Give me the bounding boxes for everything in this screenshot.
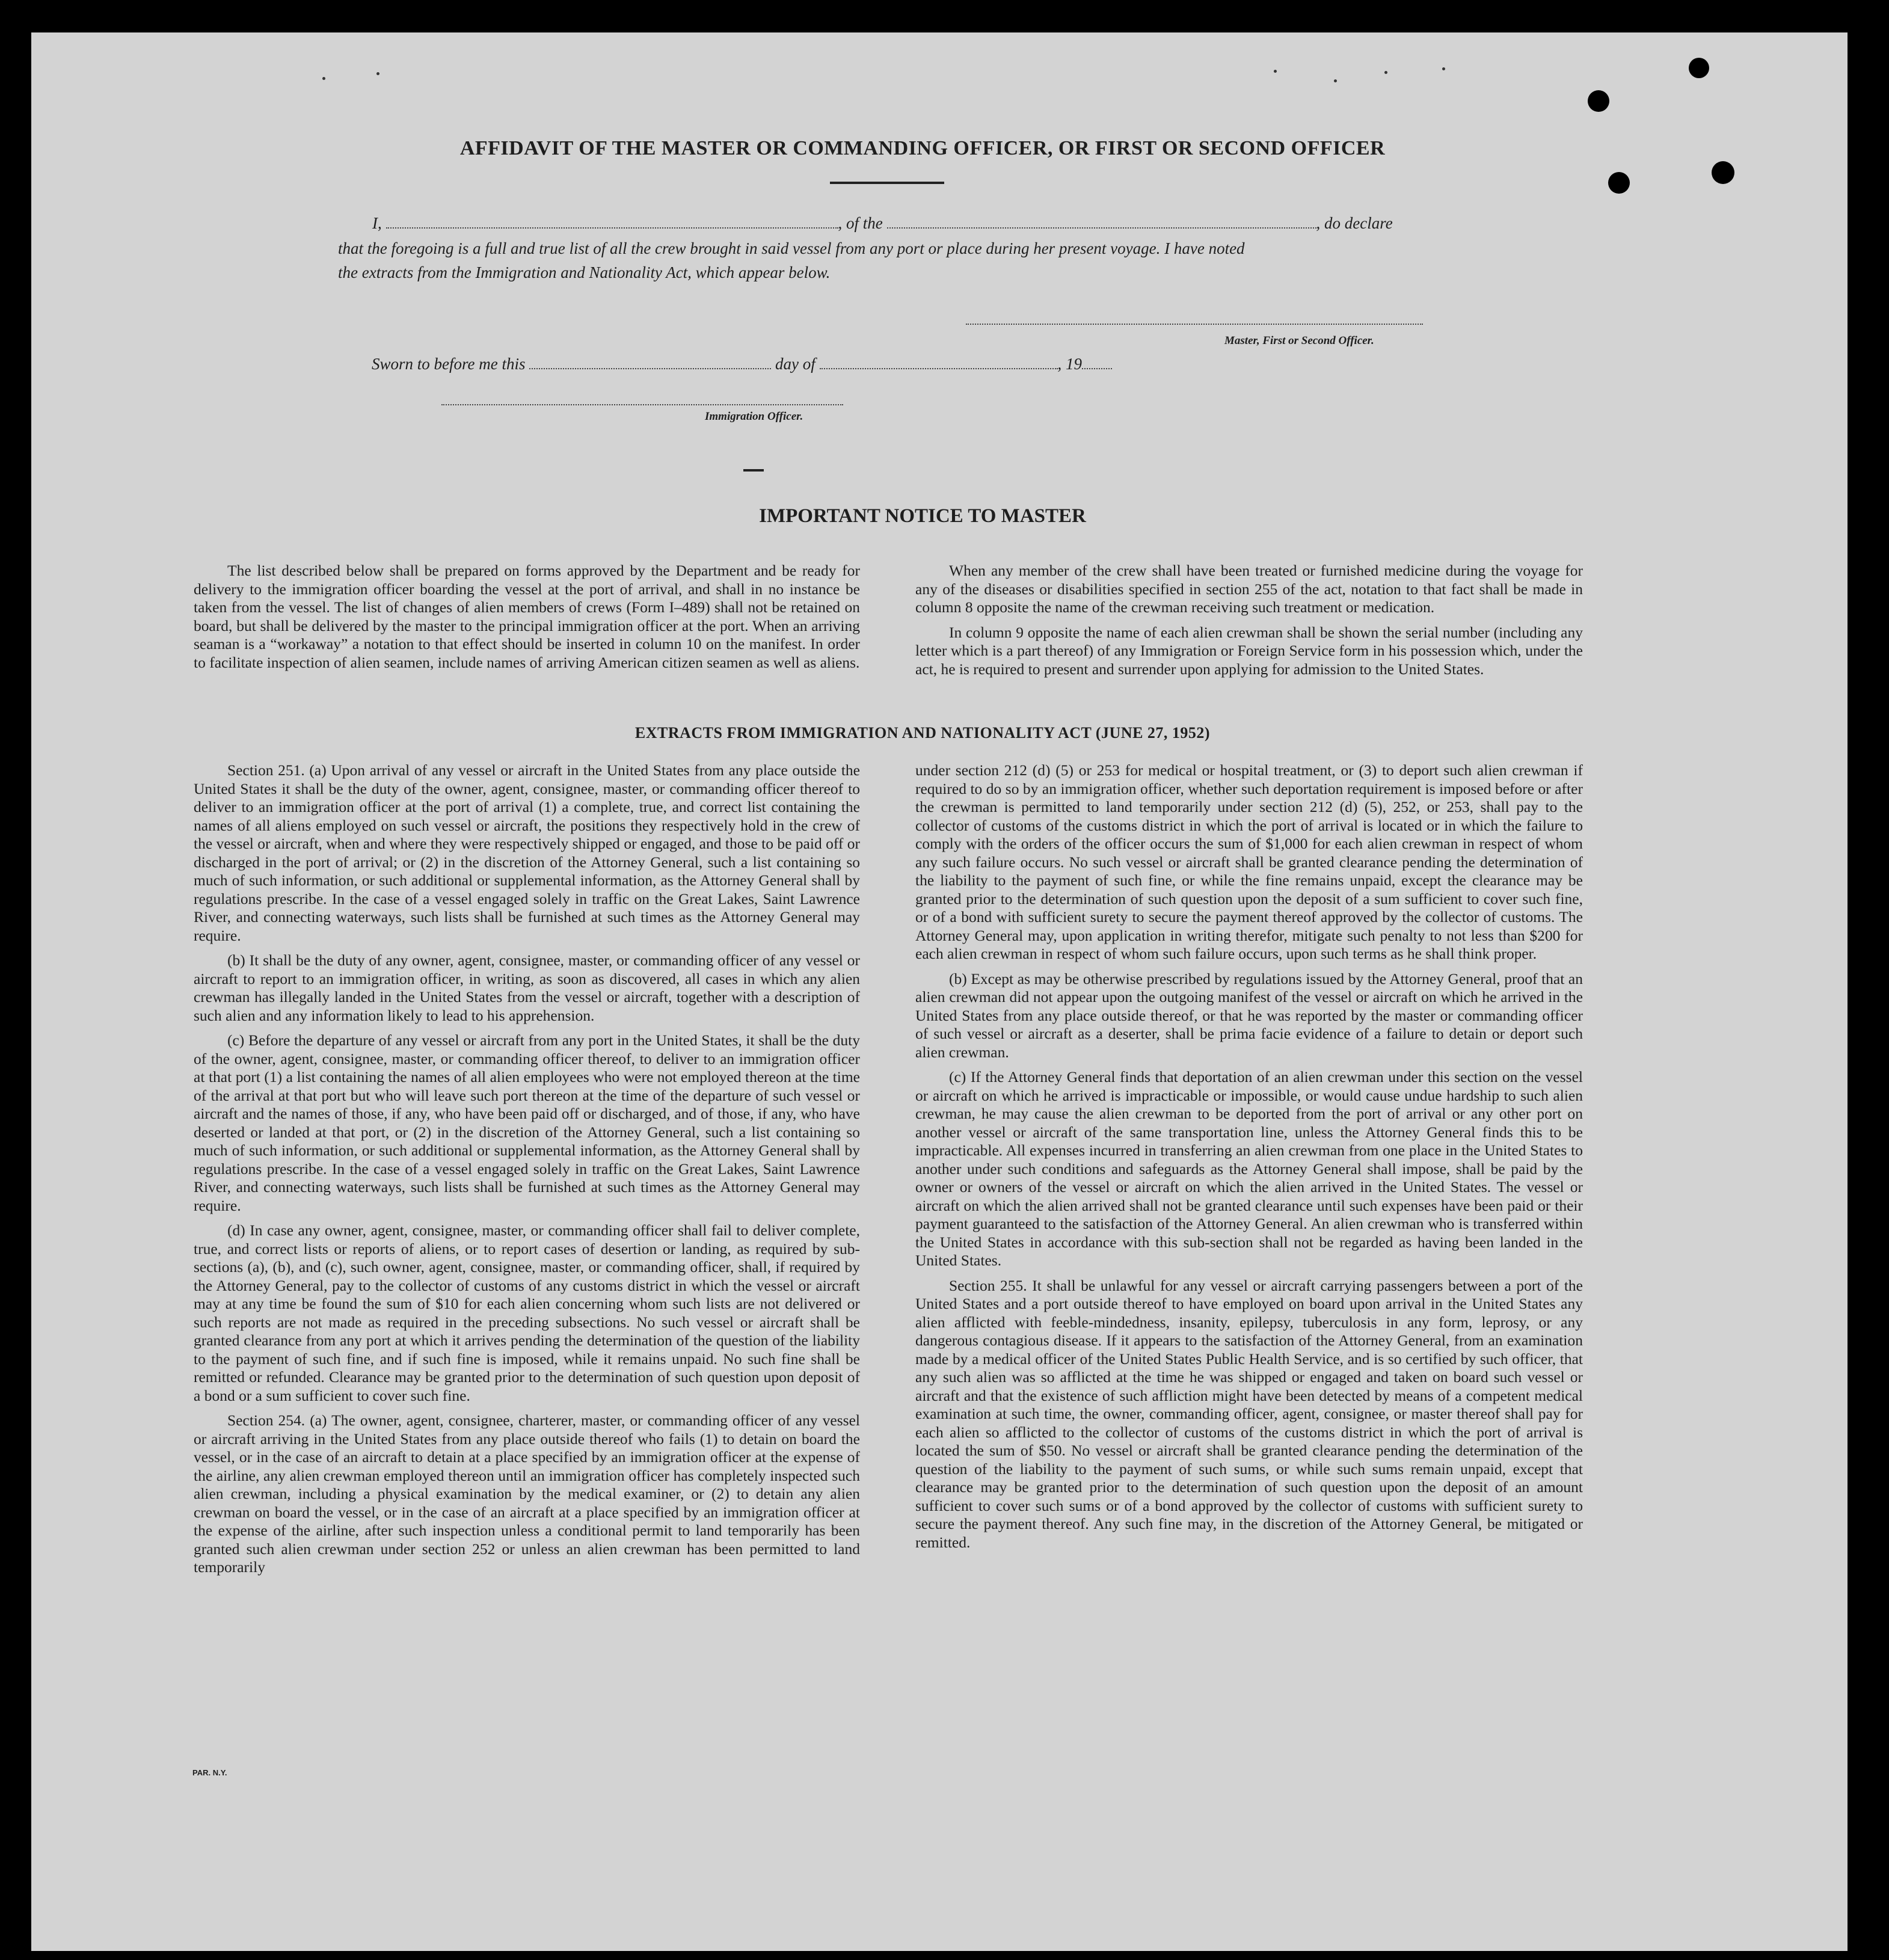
day-of-label: day of bbox=[775, 355, 815, 373]
year-label: , 19 bbox=[1057, 355, 1082, 373]
section-paragraph: under section 212 (d) (5) or 253 for medical or hospital treatment, or (3) to deport such alien crewman if required to do so by an immigration officer, whether such deportation requirement is imposed before or after the crewman is permitted to land temporarily under section 212 (d) (5), 252, or 253, shall pay to the collector of customs of the customs district in which the port of arrival is located or in which the failure to comply with the orders of the officer occurs the sum of $1,000 for each alien crewman in respect of whom any such failure occurs. No such vessel or aircraft shall be granted clearance pending the determination of the liability to the payment of such fine, or while the fine remains unpaid, except the clearance may be granted prior to the determination of such question upon the deposit of a sum sufficient to cover such fine, or of a bond with sufficient surety to secure the payment thereof approved by the collector of customs. The Attorney General may, upon application in writing therefor, mitigate such penalty to not less than $200 for each alien crewman in respect of whom such failure occurs, upon such terms as he shall think proper. bbox=[915, 761, 1583, 962]
notice-right-column bbox=[915, 562, 1583, 685]
master-signature-line[interactable] bbox=[966, 322, 1423, 325]
section-paragraph: Section 251. (a) Upon arrival of any vessel or aircraft in the United States from any place outside the United States it shall be the duty of the owner, agent, consignee, master, or commanding officer thereof to deliver to an immigration officer at the port of arrival (1) a complete, true, and correct list containing the names of all aliens employed on such vessel or aircraft, the positions they respectively hold in the crew of the vessel or aircraft, when and where they were respectively shipped or engaged, and those to be paid off or discharged in the port of arrival; or (2) in the discretion of the Attorney General, such a list containing so much of such information, or such additional or supplemental information, as the Attorney General shall by regulations prescribe. In the case of a vessel engaged solely in traffic on the Great Lakes, Saint Lawrence River, and connecting waterways, such lists shall be furnished at such times as the Attorney General may require. bbox=[194, 761, 860, 944]
divider bbox=[743, 469, 764, 472]
declaration-text: that the foregoing is a full and true list of all the crew brought in said vessel from any port or place during her present voyage. I have noted bbox=[338, 239, 1245, 257]
speck bbox=[376, 72, 379, 75]
section-paragraph: Section 254. (a) The owner, agent, consignee, charterer, master, or commanding officer of any vessel or aircraft arriving in the United States from any place outside thereof who fails (1) to detain on board the vessel, or in the case of an aircraft to detain at a place specified by an immigration officer at the expense of the airline, any alien crewman employed thereon until an immigration officer has completely inspected such alien crewman, including a physical examination by the medical examiner, or (2) to detain any alien crewman on board the vessel, or in the case of an aircraft at a place specified by an immigration officer at the expense of the airline, after such inspection unless a conditional permit to land temporarily has been granted such alien crewman under section 252 or unless an alien crewman has been permitted to land temporarily bbox=[194, 1412, 860, 1576]
document-title: AFFIDAVIT OF THE MASTER OR COMMANDING OFFICER, OR FIRST OR SECOND OFFICER bbox=[459, 137, 1386, 159]
declaration-do-declare: , do declare bbox=[1316, 214, 1393, 232]
declaration-of-the: , of the bbox=[838, 214, 883, 232]
year-field[interactable] bbox=[1082, 356, 1112, 369]
sworn-date-field[interactable] bbox=[529, 356, 771, 369]
punch-hole bbox=[1689, 58, 1709, 78]
section-paragraph: (c) If the Attorney General finds that deportation of an alien crewman under this section on the vessel or aircraft on which he arrived is impracticable or impossible, or would cause undue hardship to such alien crewman, he may cause the alien crewman to be deported from the port of arrival or any other port on another vessel or aircraft of the same transportation line, unless the Attorney General finds this to be impracticable. All expenses incurred in transferring an alien crewman from one place in the United States to another under such conditions and safeguards as the Attorney General shall impose, shall be paid by the owner or owners of the vessel or aircraft on which the alien arrived in the United States. The vessel or aircraft on which the alien arrived shall not be granted clearance until such expenses have been paid or their payment guaranteed to the satisfaction of the Attorney General. An alien crewman who is transferred within the United States in accordance with this sub-section shall not be regarded as having been landed in the United States. bbox=[915, 1068, 1583, 1269]
speck bbox=[1442, 67, 1445, 70]
sworn-label: Sworn to before me this bbox=[372, 355, 526, 373]
declaration-text: the extracts from the Immigration and Nationality Act, which appear below. bbox=[338, 263, 831, 281]
section-paragraph: (b) Except as may be otherwise prescribed by regulations issued by the Attorney General, proof that an alien crewman did not appear upon the outgoing manifest of the vessel or aircraft on which he arrived in the United States from any place outside thereof, or that he was reported by the master or commanding officer of such vessel or aircraft as a deserter, shall be prima facie evidence of a failure to detain or deport such alien crewman. bbox=[915, 969, 1583, 1061]
printer-code: PAR. N.Y. bbox=[192, 1768, 227, 1777]
notice-paragraph: In column 9 opposite the name of each alien crewman shall be shown the serial number (including any letter which is a part thereof) of any Immigration or Foreign Service form in his possession which, under the act, he is required to present and surrender upon applying for admission to the United States. bbox=[915, 623, 1583, 678]
section-paragraph: (b) It shall be the duty of any owner, agent, consignee, master, or commanding officer of any vessel or aircraft to report to an immigration officer, in writing, as soon as discovered, all cases in which any alien crewman has illegally landed in the United States from the vessel or aircraft, together with a description of such alien and any information likely to lead to his apprehension. bbox=[194, 951, 860, 1024]
speck bbox=[1274, 70, 1277, 73]
speck bbox=[1334, 79, 1337, 82]
immigration-caption: Immigration Officer. bbox=[705, 410, 803, 423]
sworn-line bbox=[372, 355, 1112, 373]
extracts-title: EXTRACTS FROM IMMIGRATION AND NATIONALITY ACT (JUNE 27, 1952) bbox=[634, 724, 1211, 742]
notice-paragraph: When any member of the crew shall have been treated or furnished medicine during the voyage for any of the diseases or disabilities specified in section 255 of the act, notation to that fact shall be made in column 8 opposite the name of the crewman receiving such treatment or medication. bbox=[915, 562, 1583, 616]
speck bbox=[322, 77, 325, 80]
officer-signature-line[interactable] bbox=[441, 403, 843, 405]
divider bbox=[830, 182, 944, 184]
declaration-line bbox=[372, 214, 1393, 233]
notice-paragraph: The list described below shall be prepared on forms approved by the Department and be ready for delivery to the immigration officer boarding the vessel at the port of arrival, and shall in no instance be taken from the vessel. The list of changes of alien members of crews (Form I–489) shall not be retained on board, but shall be delivered by the master to the principal immigration officer at the port. When an arriving seaman is a “workaway” a notation to that effect should be inserted in column 10 on the manifest. In order to facilitate inspection of alien seamen, include names of arriving American citizen seamen as well as aliens. bbox=[194, 562, 860, 671]
vessel-field[interactable] bbox=[887, 215, 1316, 229]
punch-hole bbox=[1588, 90, 1609, 112]
speck bbox=[1384, 71, 1387, 74]
notice-title: IMPORTANT NOTICE TO MASTER bbox=[759, 505, 1086, 527]
section-paragraph: Section 255. It shall be unlawful for any vessel or aircraft carrying passengers between a port of the United States and a port outside thereof to have employed on board upon arrival in the United States any alien afflicted with feeble-mindedness, insanity, epilepsy, tuberculosis in any form, leprosy, or any dangerous contagious disease. If it appears to the satisfaction of the Attorney General, from an examination made by a medical officer of the United States Public Health Service, and is so certified by such officer, that any such alien was so afflicted at the time he was shipped or engaged and taken on board such vessel or aircraft and that the existence of such affliction might have been detected by means of a competent medical examination at such time, the owner, commanding officer, agent, consignee, or master thereof shall pay for each alien so afflicted to the collector of customs of the customs district in which the port of arrival is located the sum of $50. No vessel or aircraft shall be granted clearance pending the determination of the question of the liability to the payment of such sums, or while such sums remain unpaid, except that clearance may be granted prior to the determination of such question upon the deposit of an amount sufficient to cover such sums or of a bond approved by the collector of customs with sufficient surety to secure the payment thereof. Any such fine may, in the discretion of the Attorney General, be mitigated or remitted. bbox=[915, 1276, 1583, 1551]
section-paragraph: (c) Before the departure of any vessel or aircraft from any port in the United States, it shall be the duty of the owner, agent, consignee, master, or commanding officer thereof, to deliver to an immigration officer at that port (1) a list containing the names of all alien employees who were not employed thereon at the time of the arrival at that port but who will leave such port thereon at the time of the departure of such vessel or aircraft and the names of those, if any, who have been paid off or discharged, and of those, if any, who have deserted or landed at that port, or (2) in the discretion of the Attorney General, such a list containing so much of such information, or such additional or supplemental information, as the Attorney General shall by regulations prescribe. In the case of a vessel engaged solely in traffic on the Great Lakes, Saint Lawrence River, and connecting waterways, such lists shall be furnished at such times as the Attorney General may require. bbox=[194, 1031, 860, 1214]
section-paragraph: (d) In case any owner, agent, consignee, master, or commanding officer shall fail to deliver complete, true, and correct lists or reports of aliens, or to report cases of desertion or landing, as required by sub-sections (a), (b), and (c), such owner, agent, consignee, master, or commanding officer, shall, if required by the Attorney General, pay to the collector of customs of any customs district in which the vessel or aircraft may at any time be found the sum of $10 for each alien concerning whom such lists are not delivered or such reports are not made as required in the preceding subsections. No such vessel or aircraft shall be granted clearance from any port at which it arrives pending the determination of the question of the liability to the payment of such fine, and if such fine is imposed, while it remains unpaid. No such fine shall be remitted or refunded. Clearance may be granted prior to the determination of such question upon deposit of a bond or a sum sufficient to cover such fine. bbox=[194, 1221, 860, 1404]
punch-hole bbox=[1712, 161, 1734, 184]
punch-hole bbox=[1608, 172, 1630, 194]
declaration-i: I, bbox=[372, 214, 382, 232]
notice-left-column bbox=[194, 562, 860, 678]
month-field[interactable] bbox=[820, 356, 1058, 369]
name-field[interactable] bbox=[386, 215, 838, 229]
document-page bbox=[31, 32, 1848, 1951]
extracts-left-column bbox=[194, 761, 860, 1584]
extracts-right-column bbox=[915, 761, 1583, 1558]
master-caption: Master, First or Second Officer. bbox=[1224, 334, 1374, 347]
